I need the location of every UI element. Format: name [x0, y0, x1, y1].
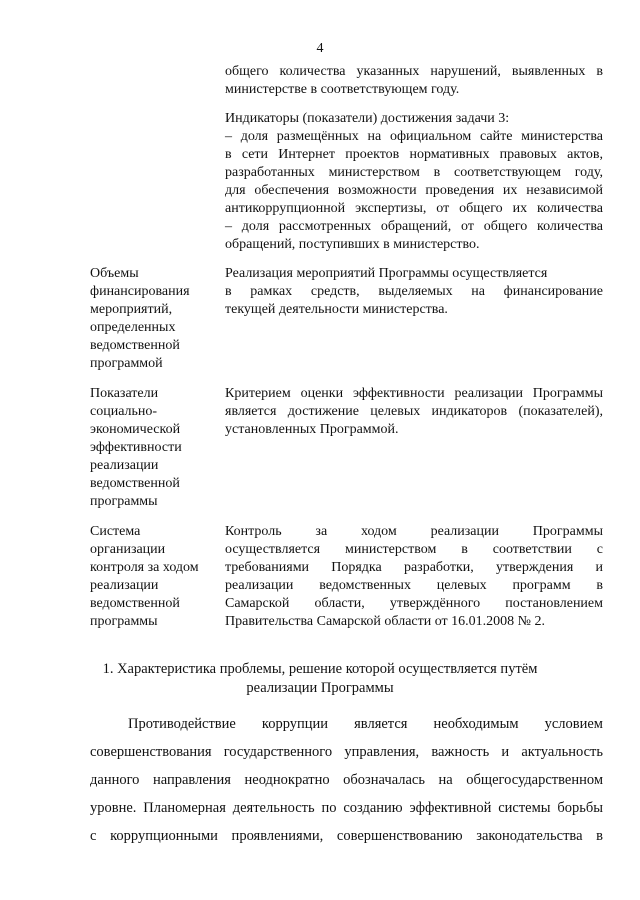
- indicators-line: – доля размещённых на официальном сайте министерства: [225, 129, 603, 144]
- indicators-block: [225, 110, 603, 254]
- efficiency-text-line: Критерием оценки эффективности реализации Программы: [225, 386, 603, 401]
- paragraph-line: Противодействие коррупции является необходимым условием: [128, 716, 603, 732]
- control-label-line: организации: [90, 542, 166, 557]
- efficiency-text-line: установленных Программой.: [225, 422, 399, 437]
- control-label-line: программы: [90, 614, 158, 629]
- indicators-line: антикоррупционной экспертизы, от общего их количества: [225, 201, 603, 216]
- paragraph-line: данного направления неоднократно обозначалась на общегосударственном: [90, 772, 603, 788]
- paragraph-line: с коррупционными проявлениями, совершенствованию законодательства в: [90, 828, 603, 844]
- page-number: 4: [316, 41, 324, 56]
- financing-text-line: в рамках средств, выделяемых на финансирование: [225, 284, 603, 299]
- section-title-line: реализации Программы: [246, 680, 394, 696]
- control-text-line: требованиями Порядка разработки, утверждения и: [225, 560, 603, 575]
- control-label: [90, 523, 218, 631]
- control-text-line: Контроль за ходом реализации Программы: [225, 524, 603, 539]
- control-label-line: ведомственной: [90, 596, 180, 611]
- efficiency-label-line: эффективности: [90, 440, 182, 455]
- efficiency-text-line: является достижение целевых индикаторов (показателей),: [225, 404, 603, 419]
- control-text-line: Самарской области, утверждённого постановлением: [225, 596, 603, 611]
- control-text-line: реализации ведомственных целевых программ в: [225, 578, 603, 593]
- efficiency-label-line: программы: [90, 494, 158, 509]
- control-text: [225, 523, 603, 631]
- financing-text-line: текущей деятельности министерства.: [225, 302, 448, 317]
- financing-label-line: мероприятий,: [90, 302, 173, 317]
- financing-label-line: Объемы: [90, 266, 139, 281]
- continuation-line: общего количества указанных нарушений, выявленных в: [225, 64, 603, 79]
- financing-label-line: финансирования: [90, 284, 190, 299]
- indicators-line: разработанных министерством в соответствующем году,: [225, 165, 603, 180]
- paragraph-line: совершенствования государственного управления, важность и актуальность: [90, 744, 603, 760]
- indicators-line: – доля рассмотренных обращений, от общего количества: [225, 219, 603, 234]
- section-title-line: 1. Характеристика проблемы, решение которой осуществляется путём: [102, 661, 538, 677]
- efficiency-label-line: Показатели: [90, 386, 159, 401]
- financing-text-line: Реализация мероприятий Программы осуществляется: [225, 266, 548, 281]
- section-paragraph: [90, 710, 603, 850]
- indicators-heading: Индикаторы (показатели) достижения задачи 3:: [225, 111, 510, 126]
- efficiency-label-line: ведомственной: [90, 476, 180, 491]
- indicators-line: обращений, поступивших в министерство.: [225, 237, 480, 252]
- efficiency-label-line: реализации: [90, 458, 159, 473]
- financing-text: [225, 265, 603, 319]
- financing-label: [90, 265, 218, 373]
- control-text-line: Правительства Самарской области от 16.01.2008 № 2.: [225, 614, 546, 629]
- continuation-paragraph: [225, 63, 603, 99]
- indicators-line: для обеспечения возможности проведения их независимой: [225, 183, 603, 198]
- paragraph-line: уровне. Планомерная деятельность по созданию эффективной системы борьбы: [90, 800, 603, 816]
- continuation-line: министерстве в соответствующем году.: [225, 82, 460, 97]
- control-label-line: реализации: [90, 578, 159, 593]
- control-label-line: Система: [90, 524, 141, 539]
- financing-label-line: программой: [90, 356, 163, 371]
- indicators-line: в сети Интернет проектов нормативных правовых актов,: [225, 147, 603, 162]
- control-text-line: осуществляется министерством в соответствии с: [225, 542, 603, 557]
- control-label-line: контроля за ходом: [90, 560, 199, 575]
- section-title: [0, 660, 640, 698]
- efficiency-label: [90, 385, 218, 511]
- financing-label-line: определенных: [90, 320, 176, 335]
- financing-label-line: ведомственной: [90, 338, 180, 353]
- efficiency-label-line: социально-: [90, 404, 158, 419]
- efficiency-label-line: экономической: [90, 422, 181, 437]
- efficiency-text: [225, 385, 603, 439]
